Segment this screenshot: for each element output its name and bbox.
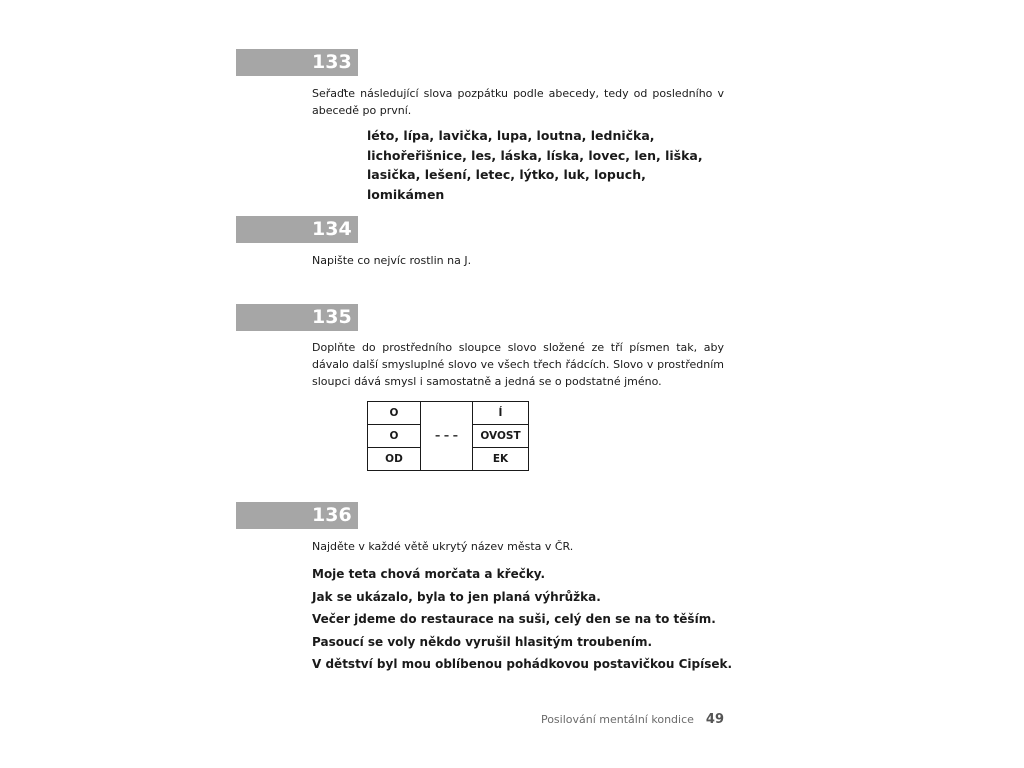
table-row bbox=[368, 402, 529, 425]
sentence: Moje teta chová morčata a křečky. bbox=[312, 567, 546, 581]
word-line: léto, lípa, lavička, lupa, loutna, lednička, bbox=[367, 128, 655, 143]
exercise-134-number: 134 bbox=[236, 216, 358, 243]
sentence: V dětství byl mou oblíbenou pohádkovou postavičkou Cipísek. bbox=[312, 657, 733, 672]
table-cell-left: O bbox=[368, 402, 421, 425]
page-footer bbox=[541, 712, 724, 727]
table-cell-right: EK bbox=[473, 448, 529, 471]
sentence: Jak se ukázalo, byla to jen planá výhrůžka. bbox=[312, 589, 601, 604]
sentence: Pasoucí se voly někdo vyrušil hlasitým troubením. bbox=[312, 634, 653, 649]
exercise-134-instruction: Napište co nejvíc rostlin na J. bbox=[312, 254, 472, 267]
exercise-136-instruction: Najděte v každé větě ukrytý název města v ČR. bbox=[312, 540, 574, 553]
exercise-135-number: 135 bbox=[236, 304, 358, 331]
word-puzzle-table bbox=[367, 401, 529, 471]
word-line: lasička, lešení, letec, lýtko, luk, lopuch, lomikámen bbox=[367, 167, 646, 202]
table-cell-middle-blank[interactable]: – – – bbox=[421, 402, 473, 471]
exercise-135-instruction: Doplňte do prostředního sloupce slovo složené ze tří písmen tak, aby dávalo další smysluplné slovo ve všech třech řádcích. Slovo v prostředním sloupci dává smysl i samostatně a jedná se o podstatné jméno. bbox=[312, 341, 724, 388]
footer-title: Posilování mentální kondice bbox=[540, 713, 694, 726]
exercise-136-sentences bbox=[312, 563, 732, 676]
exercise-133-instruction: Seřaďte následující slova pozpátku podle abecedy, tedy od posledního v abecedě po první. bbox=[312, 87, 724, 117]
exercise-133-number: 133 bbox=[236, 49, 358, 76]
exercise-133-word-list bbox=[367, 126, 727, 204]
table-cell-right: Í bbox=[473, 402, 529, 425]
table-cell-left: O bbox=[368, 425, 421, 448]
table-cell-left: OD bbox=[368, 448, 421, 471]
word-line: lichořeřišnice, les, láska, líska, lovec, len, liška, bbox=[367, 147, 703, 163]
page-number: 49 bbox=[705, 712, 724, 727]
table-cell-right: OVOST bbox=[473, 425, 529, 448]
sentence: Večer jdeme do restaurace na suši, celý den se na to těším. bbox=[312, 612, 716, 627]
exercise-136-number: 136 bbox=[236, 502, 358, 529]
